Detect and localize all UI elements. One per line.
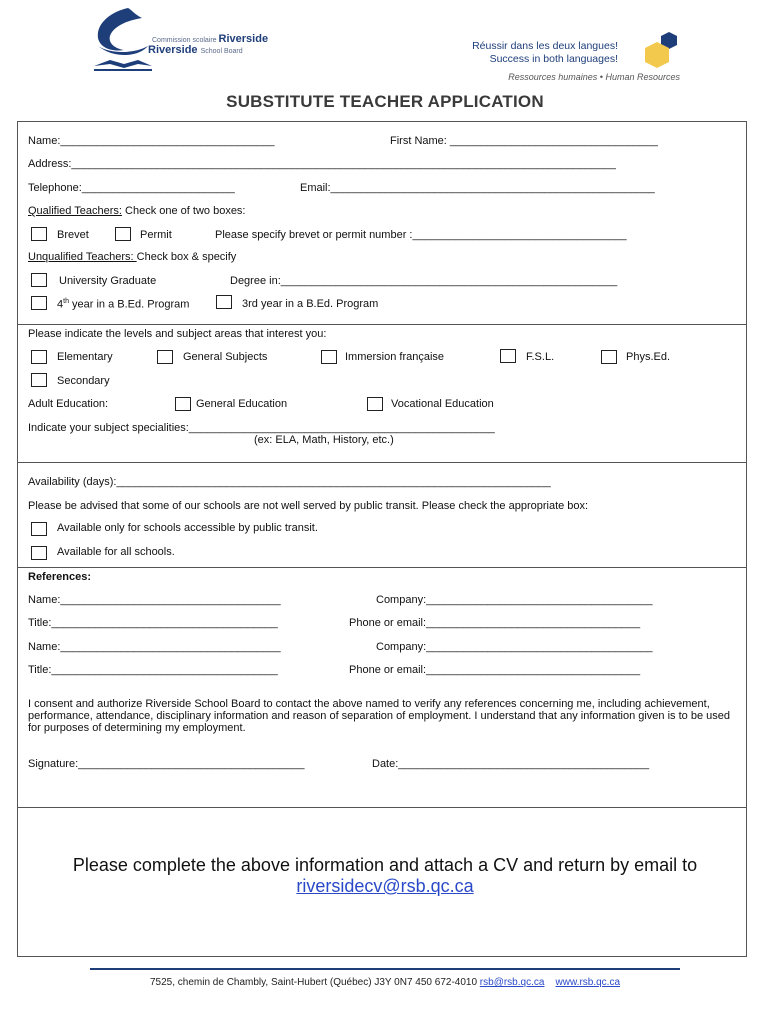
reference1-phone-field[interactable]: Phone or email:___________________________________ <box>349 617 641 629</box>
fourth-year-checkbox[interactable] <box>31 296 47 310</box>
qualified-heading <box>28 205 246 217</box>
permit-checkbox[interactable] <box>115 227 131 241</box>
closing-message <box>0 855 770 897</box>
fourth-year-number: 4 <box>57 298 64 311</box>
permit-label: Permit <box>140 229 172 241</box>
footer-address: 7525, chemin de Chambly, Saint-Hubert (Québec) J3Y 0N7 450 672-4010 <box>149 977 480 988</box>
specialities-field[interactable]: Indicate your subject specialities:__________________________________________________ <box>28 422 495 434</box>
footer-email-link[interactable]: rsb@rsb.qc.ca <box>479 977 545 988</box>
qualified-label: Qualified Teachers: <box>28 205 122 217</box>
third-year-label: 3rd year in a B.Ed. Program <box>242 298 379 310</box>
vocational-label: Vocational Education <box>391 398 494 410</box>
unqualified-label: Unqualified Teachers: <box>28 251 137 263</box>
fsl-label: F.S.L. <box>526 351 555 363</box>
fourth-year-label <box>57 298 189 311</box>
fsl-checkbox[interactable] <box>500 349 516 363</box>
qualified-note: Check one of two boxes: <box>125 205 246 217</box>
unqualified-note: Check box & specify <box>136 251 237 263</box>
hexagon-logo-icon <box>643 30 683 75</box>
elementary-checkbox[interactable] <box>31 350 47 364</box>
logo-en-small: School Board <box>200 48 243 55</box>
vocational-checkbox[interactable] <box>367 397 383 411</box>
reference2-name-field[interactable]: Name:____________________________________ <box>28 641 281 653</box>
footer-divider <box>90 968 680 970</box>
transit-only-checkbox[interactable] <box>31 522 47 536</box>
university-label: University Graduate <box>59 275 157 287</box>
slogan-en: Success in both languages! <box>489 53 618 65</box>
slogan-fr: Réussir dans les deux langues! <box>472 40 618 52</box>
reference1-company-field[interactable]: Company:_____________________________________ <box>376 594 653 606</box>
general-subjects-checkbox[interactable] <box>157 350 173 364</box>
permit-number-field[interactable]: Please specify brevet or permit number :___________________________________ <box>215 229 627 241</box>
all-schools-label: Available for all schools. <box>57 546 175 558</box>
fourth-year-rest: year in a B.Ed. Program <box>68 298 190 311</box>
general-subjects-label: General Subjects <box>183 351 268 363</box>
reference2-phone-field[interactable]: Phone or email:___________________________________ <box>349 664 641 676</box>
secondary-label: Secondary <box>57 375 110 387</box>
logo-text-en <box>148 44 243 56</box>
degree-field[interactable]: Degree in:_______________________________________________________ <box>230 275 618 287</box>
submission-email-link[interactable]: riversidecv@rsb.qc.ca <box>296 876 474 896</box>
consent-text: I consent and authorize Riverside School Board to contact the above named to verify any references concerning me, including achievement, performance, attendance, disciplinary information and reason of separation of employment. I understand that any information given is to be used for purposes of determining my employment. <box>28 698 730 734</box>
personal-section <box>17 121 747 324</box>
transit-note: Please be advised that some of our schools are not well served by public transit. Please check the appropriate box: <box>28 500 589 512</box>
third-year-checkbox[interactable] <box>216 295 232 309</box>
reference2-company-field[interactable]: Company:_____________________________________ <box>376 641 653 653</box>
telephone-field[interactable]: Telephone:_________________________ <box>28 182 235 194</box>
elementary-label: Elementary <box>57 351 113 363</box>
fourth-year-sup: th <box>63 298 69 305</box>
reference1-title-field[interactable]: Title:_____________________________________ <box>28 617 278 629</box>
adult-education-label: Adult Education: <box>28 398 109 410</box>
email-field[interactable]: Email:_____________________________________________________ <box>300 182 655 194</box>
page-title: SUBSTITUTE TEACHER APPLICATION <box>226 92 544 111</box>
brevet-checkbox[interactable] <box>31 227 47 241</box>
phys-ed-label: Phys.Ed. <box>626 351 671 363</box>
phys-ed-checkbox[interactable] <box>601 350 617 364</box>
specialities-example: (ex: ELA, Math, History, etc.) <box>254 434 394 446</box>
secondary-checkbox[interactable] <box>31 373 47 387</box>
transit-only-label: Available only for schools accessible by public transit. <box>57 522 318 534</box>
brevet-label: Brevet <box>57 229 89 241</box>
name-field[interactable]: Name:___________________________________ <box>28 135 275 147</box>
references-heading: References: <box>28 571 91 583</box>
address-field[interactable]: Address:_________________________________________________________________________________________ <box>28 158 616 170</box>
logo-fr-small: Commission scolaire <box>152 37 217 44</box>
footer-website-link[interactable]: www.rsb.qc.ca <box>555 977 621 988</box>
closing-text: Please complete the above information and attach a CV and return by email to <box>72 855 698 875</box>
signature-field[interactable]: Signature:_____________________________________ <box>28 758 305 770</box>
department-label: Ressources humaines • Human Resources <box>508 72 680 82</box>
footer <box>0 977 770 988</box>
all-schools-checkbox[interactable] <box>31 546 47 560</box>
reference2-title-field[interactable]: Title:_____________________________________ <box>28 664 278 676</box>
immersion-label: Immersion française <box>345 351 445 363</box>
slogan <box>472 40 618 66</box>
reference1-name-field[interactable]: Name:____________________________________ <box>28 594 281 606</box>
first-name-field[interactable]: First Name: __________________________________ <box>390 135 658 147</box>
availability-days-field[interactable]: Availability (days):_______________________________________________________________________ <box>28 476 551 488</box>
university-checkbox[interactable] <box>31 273 47 287</box>
logo-fr-bold: Riverside <box>218 33 269 45</box>
logo-en-bold: Riverside <box>148 44 198 56</box>
general-education-label: General Education <box>196 398 288 410</box>
general-education-checkbox[interactable] <box>175 397 191 411</box>
date-field[interactable]: Date:_________________________________________ <box>372 758 650 770</box>
unqualified-heading <box>28 251 236 263</box>
immersion-checkbox[interactable] <box>321 350 337 364</box>
levels-intro: Please indicate the levels and subject areas that interest you: <box>28 328 327 340</box>
